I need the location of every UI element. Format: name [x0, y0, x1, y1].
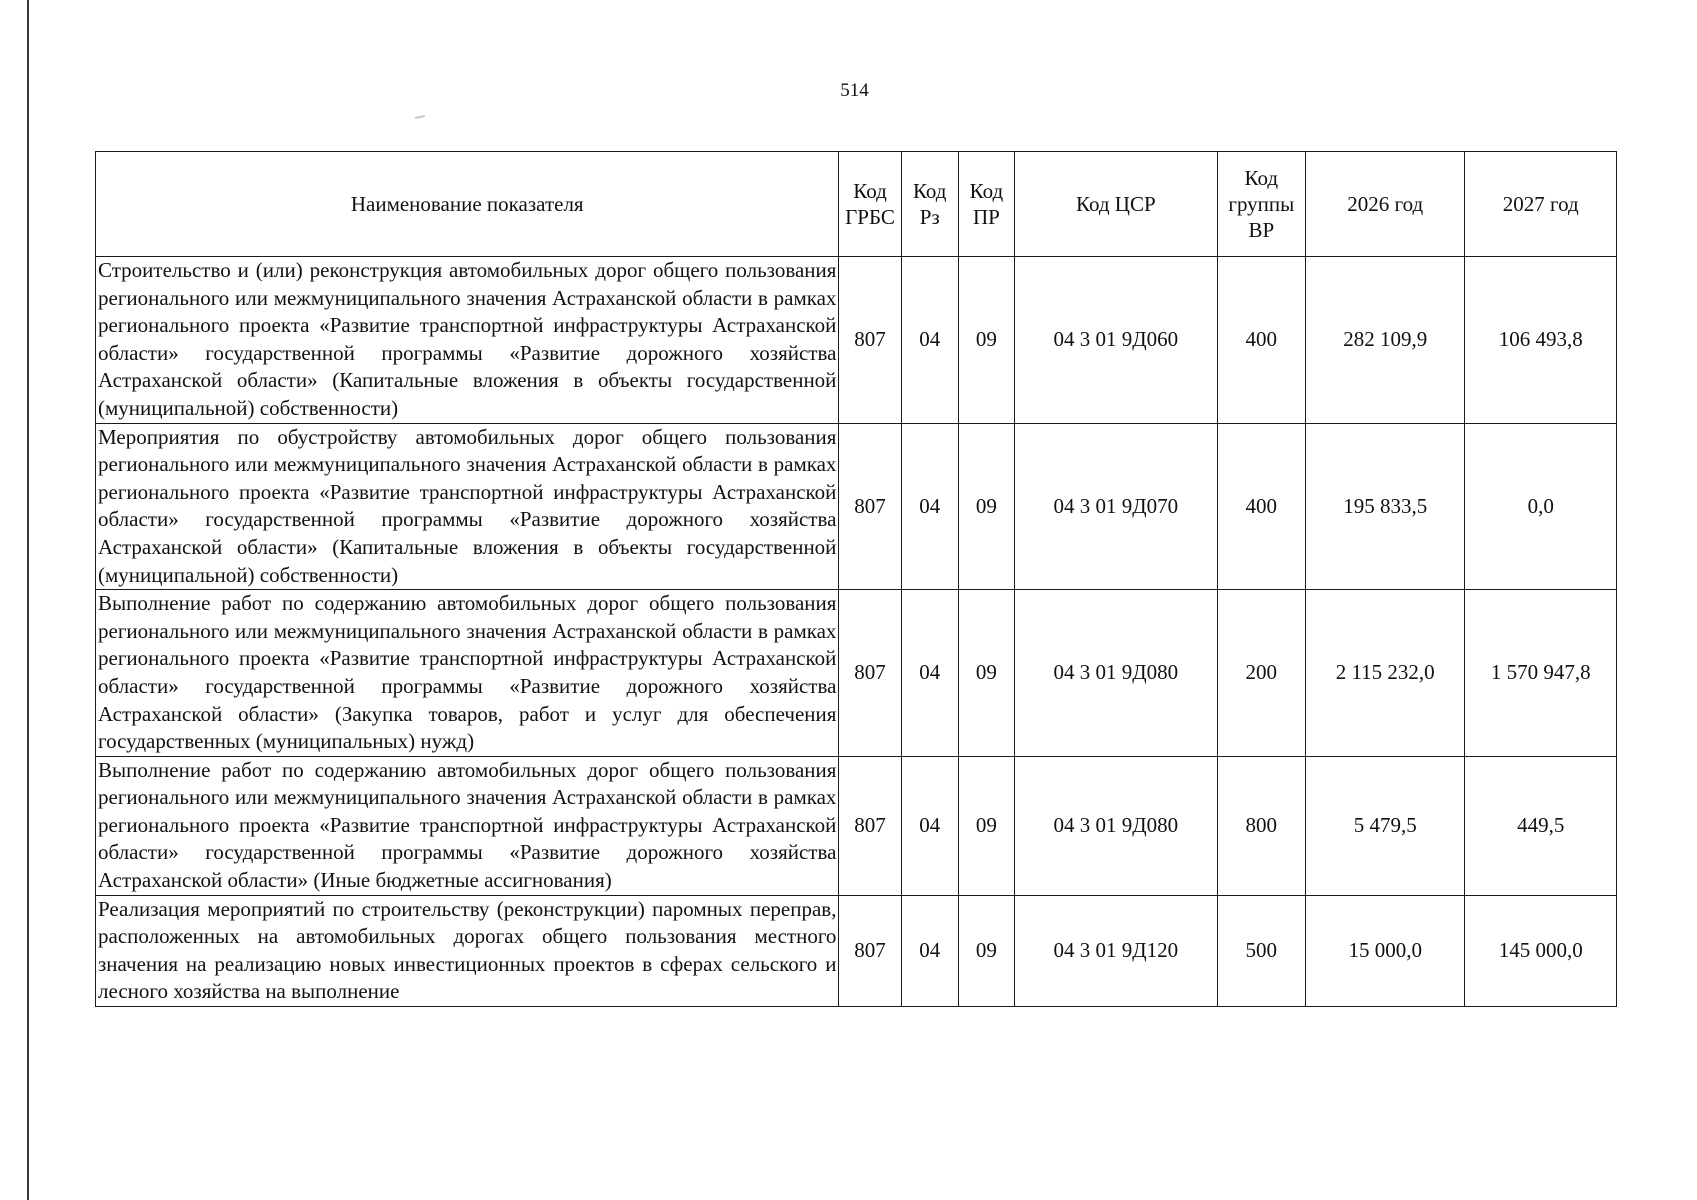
row-2027: 0,0	[1465, 423, 1617, 590]
row-vr: 500	[1217, 895, 1305, 1006]
header-name: Наименование показателя	[96, 152, 839, 257]
row-2027: 449,5	[1465, 756, 1617, 895]
table-row	[96, 257, 1617, 424]
row-vr: 400	[1217, 423, 1305, 590]
row-rz: 04	[901, 423, 958, 590]
header-row	[96, 152, 1617, 257]
row-vr: 200	[1217, 590, 1305, 757]
row-csr: 04 3 01 9Д060	[1015, 257, 1218, 424]
row-rz: 04	[901, 257, 958, 424]
row-grbs: 807	[839, 257, 901, 424]
row-vr: 400	[1217, 257, 1305, 424]
row-pr: 09	[958, 423, 1014, 590]
header-pr: Код ПР	[958, 152, 1014, 257]
row-grbs: 807	[839, 756, 901, 895]
row-rz: 04	[901, 895, 958, 1006]
header-vr: Код группы ВР	[1217, 152, 1305, 257]
row-grbs: 807	[839, 423, 901, 590]
row-csr: 04 3 01 9Д120	[1015, 895, 1218, 1006]
row-pr: 09	[958, 257, 1014, 424]
row-2026: 5 479,5	[1305, 756, 1465, 895]
header-2026: 2026 год	[1305, 152, 1465, 257]
table-header	[96, 152, 1617, 257]
row-name: Реализация мероприятий по строительству (реконструкции) паромных переправ, расположенных на автомобильных дорогах общего пользования местного значения на реализацию новых инвестиционных проектов в сферах сельского и лесного хозяйства на выполнение	[96, 895, 839, 1006]
row-2026: 15 000,0	[1305, 895, 1465, 1006]
header-csr: Код ЦСР	[1015, 152, 1218, 257]
row-2027: 106 493,8	[1465, 257, 1617, 424]
row-pr: 09	[958, 756, 1014, 895]
row-2027: 1 570 947,8	[1465, 590, 1617, 757]
row-name: Выполнение работ по содержанию автомобильных дорог общего пользования регионального или межмуниципального значения Астраханской области в рамках регионального проекта «Развитие транспортной инфраструктуры Астраханской области» государственной программы «Развитие дорожного хозяйства Астраханской области» (Иные бюджетные ассигнования)	[96, 756, 839, 895]
row-csr: 04 3 01 9Д080	[1015, 756, 1218, 895]
row-2027: 145 000,0	[1465, 895, 1617, 1006]
row-vr: 800	[1217, 756, 1305, 895]
row-name: Мероприятия по обустройству автомобильных дорог общего пользования регионального или межмуниципального значения Астраханской области в рамках регионального проекта «Развитие транспортной инфраструктуры Астраханской области» государственной программы «Развитие дорожного хозяйства Астраханской области» (Капитальные вложения в объекты государственной (муниципальной) собственности)	[96, 423, 839, 590]
header-grbs: Код ГРБС	[839, 152, 901, 257]
header-rz: Код Рз	[901, 152, 958, 257]
row-grbs: 807	[839, 895, 901, 1006]
row-2026: 195 833,5	[1305, 423, 1465, 590]
table-row	[96, 423, 1617, 590]
row-name: Выполнение работ по содержанию автомобильных дорог общего пользования регионального или межмуниципального значения Астраханской области в рамках регионального проекта «Развитие транспортной инфраструктуры Астраханской области» государственной программы «Развитие дорожного хозяйства Астраханской области» (Закупка товаров, работ и услуг для обеспечения государственных (муниципальных) нужд)	[96, 590, 839, 757]
scan-artifact	[415, 115, 425, 119]
row-rz: 04	[901, 756, 958, 895]
table-row	[96, 895, 1617, 1006]
row-2026: 2 115 232,0	[1305, 590, 1465, 757]
row-grbs: 807	[839, 590, 901, 757]
row-pr: 09	[958, 590, 1014, 757]
row-rz: 04	[901, 590, 958, 757]
row-name: Строительство и (или) реконструкция автомобильных дорог общего пользования регионального или межмуниципального значения Астраханской области в рамках регионального проекта «Развитие транспортной инфраструктуры Астраханской области» государственной программы «Развитие дорожного хозяйства Астраханской области» (Капитальные вложения в объекты государственной (муниципальной) собственности)	[96, 257, 839, 424]
row-csr: 04 3 01 9Д070	[1015, 423, 1218, 590]
row-2026: 282 109,9	[1305, 257, 1465, 424]
page-number: 514	[840, 80, 869, 101]
row-pr: 09	[958, 895, 1014, 1006]
header-2027: 2027 год	[1465, 152, 1617, 257]
scan-edge-line	[27, 0, 29, 1200]
budget-table	[95, 151, 1617, 1007]
table-row	[96, 756, 1617, 895]
table-body	[96, 257, 1617, 1007]
table-row	[96, 590, 1617, 757]
row-csr: 04 3 01 9Д080	[1015, 590, 1218, 757]
